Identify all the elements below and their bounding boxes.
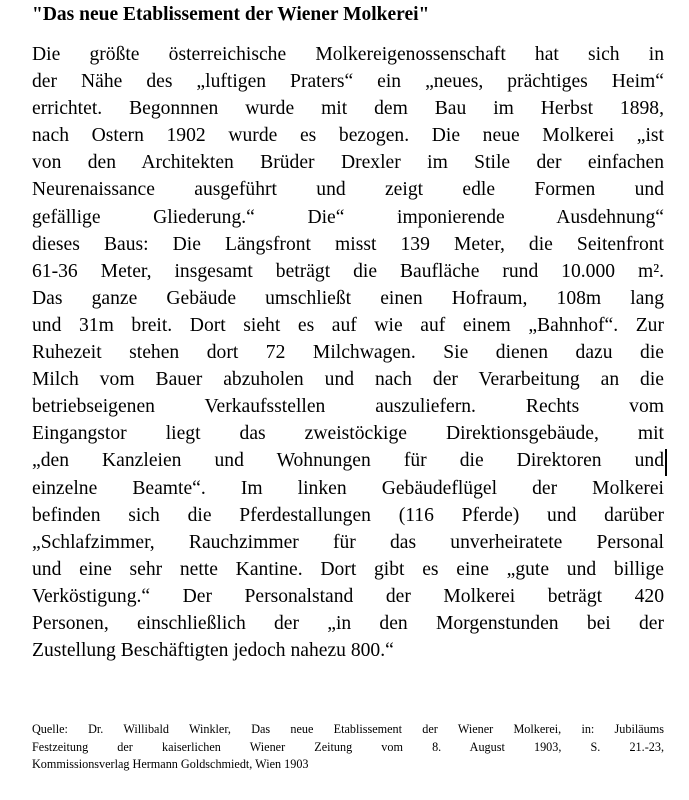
body-line: Das ganze Gebäude umschließt einen Hofraum, 108m lang [32,287,664,309]
body-line: befinden sich die Pferdestallungen (116 Pferde) und darüber [32,504,664,526]
body-line: „Schlafzimmer, Rauchzimmer für das unverheiratete Personal [32,531,664,553]
body-line: Eingangstor liegt das zweistöckige Direktionsgebäude, mit [32,423,664,445]
body-line: Milch vom Bauer abzuholen und nach der Verarbeitung an die [32,369,664,391]
body-line: Zustellung Beschäftigten jedoch nahezu 800.“ [32,640,394,662]
body-line: einzelne Beamte“. Im linken Gebäudeflügel der Molkerei [32,477,664,499]
text-cursor [665,449,667,476]
source-line: Quelle: Dr. Willibald Winkler, Das neue Etablissement der Wiener Molkerei, in: Jubiläums [32,722,664,736]
body-line: Ruhezeit stehen dort 72 Milchwagen. Sie dienen dazu die [32,342,664,364]
body-line: Die größte österreichische Molkereigenossenschaft hat sich in [32,44,664,65]
body-line: errichtet. Begonnnen wurde mit dem Bau im Herbst 1898, [32,98,664,120]
body-line: Verköstigung.“ Der Personalstand der Molkerei beträgt 420 [32,585,664,607]
body-line: nach Ostern 1902 wurde es bezogen. Die neue Molkerei „ist [32,125,664,147]
body-line: betriebseigenen Verkaufsstellen auszuliefern. Rechts vom [32,396,664,418]
body-line: und eine sehr nette Kantine. Dort gibt es eine „gute und billige [32,558,664,580]
body-line: Neurenaissance ausgeführt und zeigt edle Formen und [32,179,664,201]
document-title: "Das neue Etablissement der Wiener Molkerei" [32,4,430,25]
body-line: dieses Baus: Die Längsfront misst 139 Meter, die Seitenfront [32,233,664,255]
body-line: 61-36 Meter, insgesamt beträgt die Baufläche rund 10.000 m². [32,260,664,282]
body-line: gefällige Gliederung.“ Die“ imponierende Ausdehnung“ [32,206,664,228]
body-line: „den Kanzleien und Wohnungen für die Direktoren und [32,450,664,472]
source-citation [32,721,664,774]
document-page [32,0,664,800]
body-paragraph [32,41,664,664]
source-line: Kommissionsverlag Hermann Goldschmiedt, Wien 1903 [32,757,309,772]
body-line: Personen, einschließlich der „in den Morgenstunden bei der [32,612,664,634]
body-line: von den Architekten Brüder Drexler im Stile der einfachen [32,152,664,174]
source-line: Festzeitung der kaiserlichen Wiener Zeitung vom 8. August 1903, S. 21.-23, [32,739,664,754]
body-line: der Nähe des „luftigen Praters“ ein „neues, prächtiges Heim“ [32,71,664,93]
body-line: und 31m breit. Dort sieht es auf wie auf einem „Bahnhof“. Zur [32,314,664,336]
